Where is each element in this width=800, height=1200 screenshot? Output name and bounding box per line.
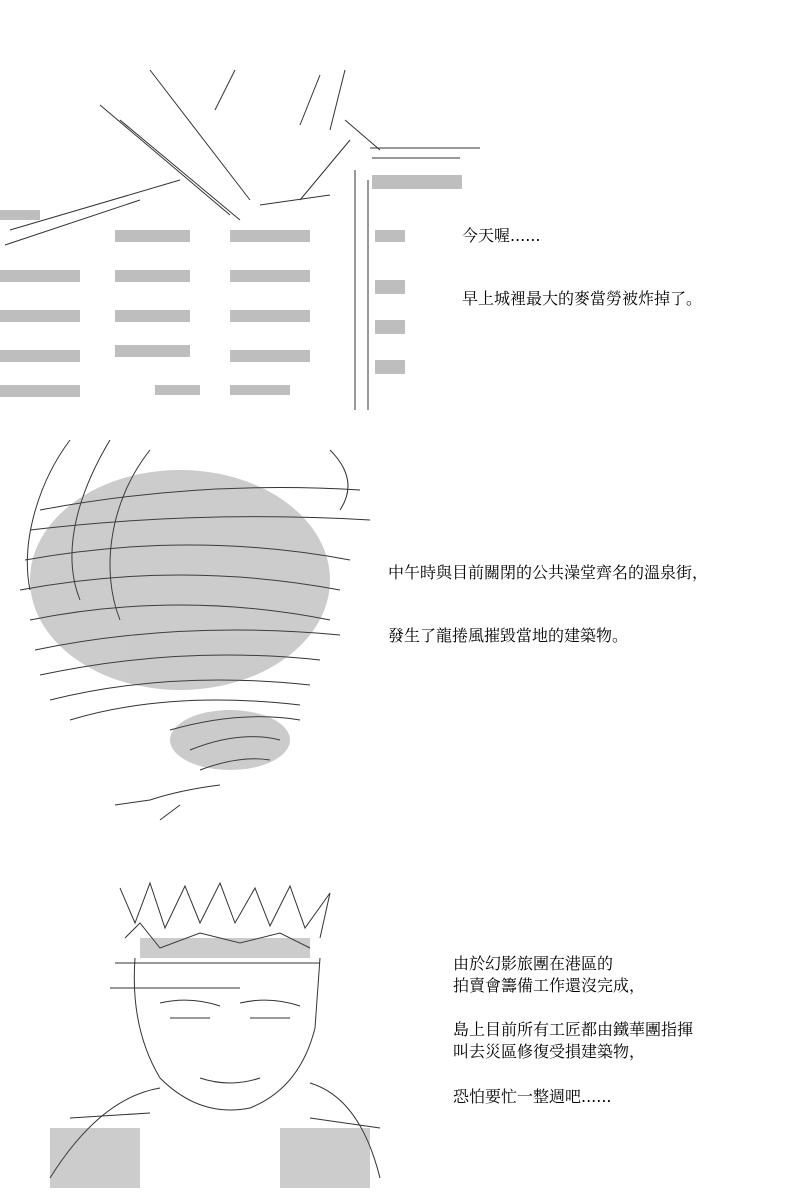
panel-explosion — [0, 0, 800, 400]
caption-line: 早上城裡最大的麥當勞被炸掉了。 — [462, 289, 703, 308]
caption-line: 恐怕要忙一整週吧...... — [453, 1087, 612, 1106]
panel-tornado — [0, 420, 800, 840]
caption-line: 叫去災區修復受損建築物， — [453, 1042, 646, 1061]
caption-line: 由於幻影旅團在港區的 — [453, 954, 614, 973]
panel-character — [0, 860, 800, 1200]
caption-line: 中午時與目前關閉的公共澡堂齊名的溫泉街， — [388, 563, 709, 582]
character-portrait-illustration — [40, 878, 440, 1198]
caption-line: 發生了龍捲風摧毀當地的建築物。 — [388, 626, 629, 645]
caption-line: 今天喔...... — [462, 226, 541, 245]
caption-line: 拍賣會籌備工作還沒完成， — [453, 976, 646, 995]
explosion-building-illustration — [0, 30, 480, 430]
tornado-illustration — [0, 420, 380, 840]
caption-line: 島上目前所有工匠都由鐵華團指揮 — [453, 1020, 694, 1039]
